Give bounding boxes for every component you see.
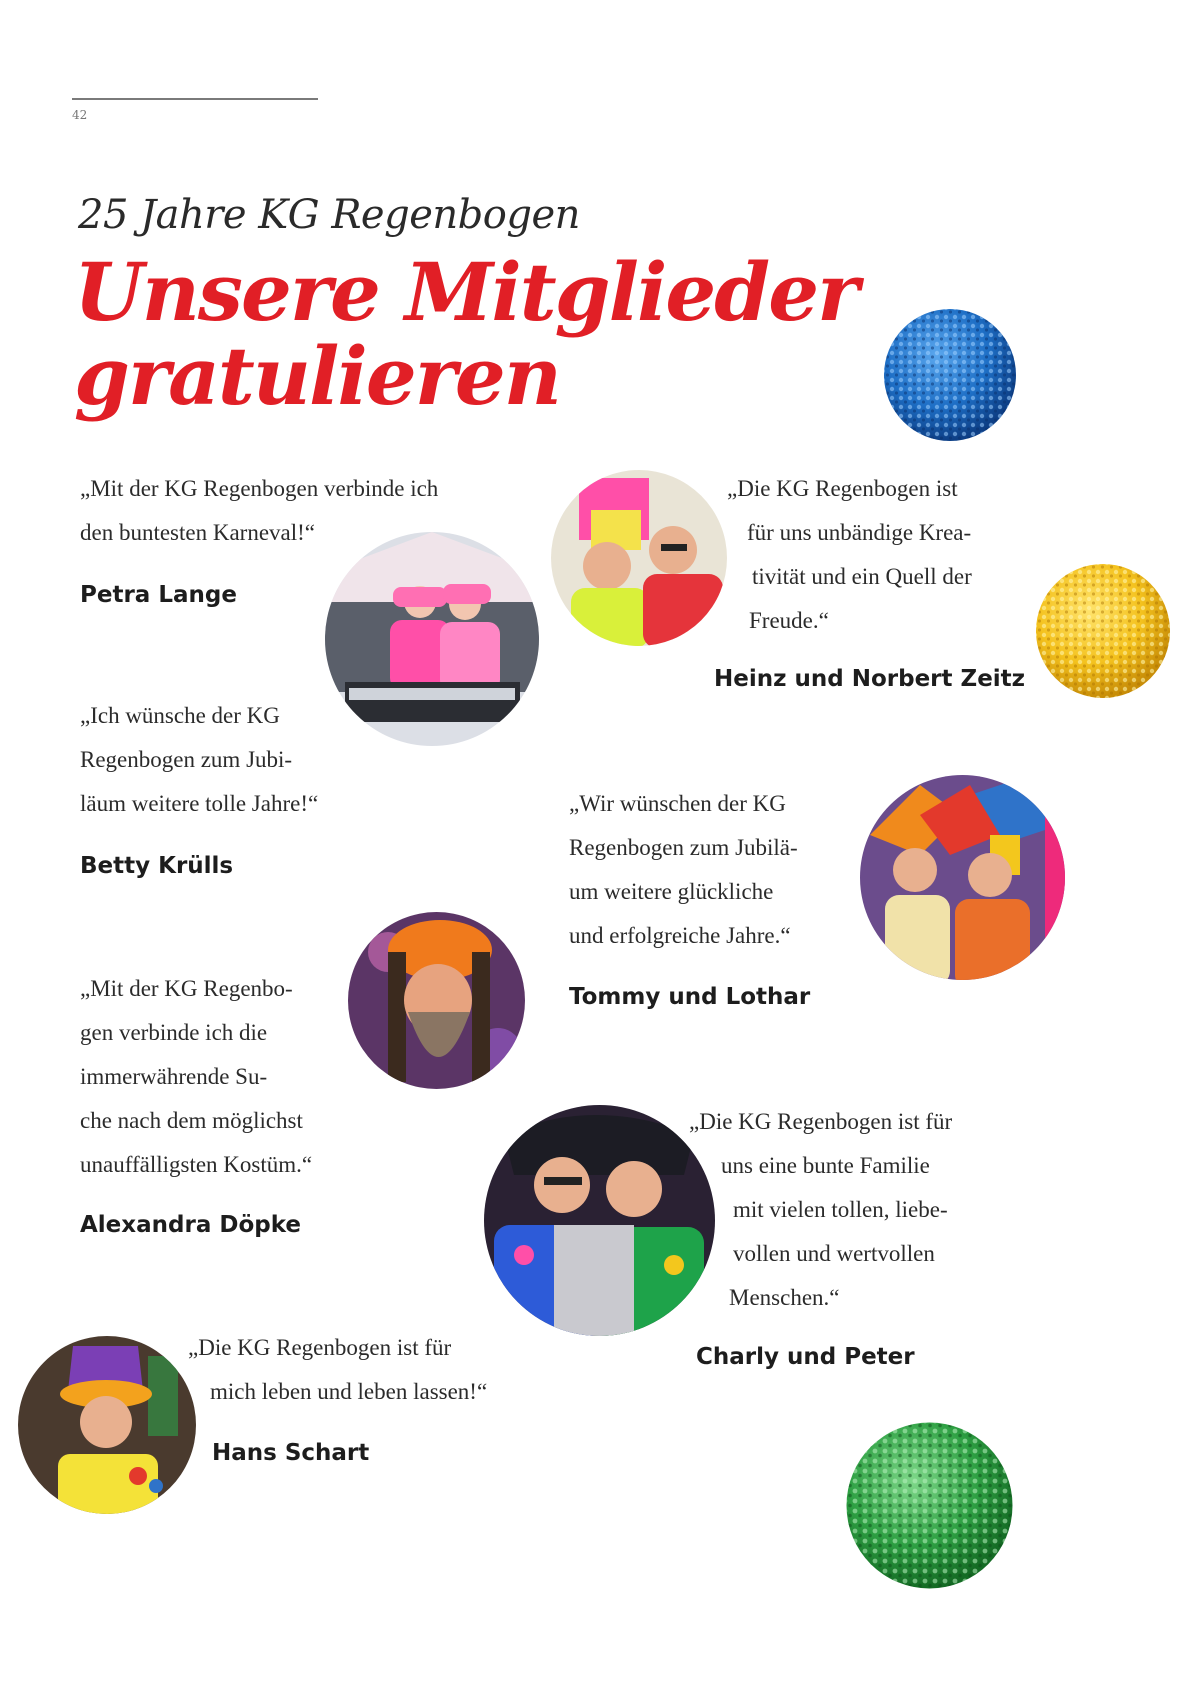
quote-line: „Wir wünschen der KG	[569, 791, 786, 816]
name-alexandra-doepke: Alexandra Döpke	[80, 1212, 301, 1238]
quote-hans-schart	[188, 1326, 487, 1414]
quote-line: „Mit der KG Regenbo-	[80, 976, 293, 1001]
photo-charly-und-peter	[484, 1105, 715, 1336]
name-tommy-und-lothar: Tommy und Lothar	[569, 984, 811, 1010]
quote-line: „Mit der KG Regenbogen verbinde ich	[80, 476, 439, 501]
quote-alexandra-doepke	[80, 967, 312, 1187]
quote-line: mit vielen tollen, liebe-	[733, 1197, 948, 1222]
name-betty-kruells: Betty Krülls	[80, 853, 234, 879]
quote-line: um weitere glückliche	[569, 879, 774, 904]
name-charly-und-peter: Charly und Peter	[696, 1344, 915, 1370]
name-heinz-und-norbert-zeitz: Heinz und Norbert Zeitz	[714, 666, 1026, 692]
quote-petra-lange	[80, 467, 438, 555]
page-title-line-1: Unsere Mitglieder	[74, 245, 858, 339]
quote-charly-und-peter	[689, 1100, 952, 1320]
quote-line: „Die KG Regenbogen ist	[727, 476, 958, 501]
quote-line: läum weitere tolle Jahre!“	[80, 791, 319, 816]
quote-line: che nach dem möglichst	[80, 1108, 303, 1133]
quote-line: tivität und ein Quell der	[752, 564, 972, 589]
quote-line: für uns unbändige Krea-	[747, 520, 972, 545]
quote-line: Menschen.“	[729, 1285, 840, 1310]
photo-tommy-und-lothar	[860, 775, 1065, 980]
quote-line: und erfolgreiche Jahre.“	[569, 923, 791, 948]
page-title	[74, 245, 858, 423]
header-rule	[72, 98, 318, 100]
quote-line: vollen und wertvollen	[733, 1241, 935, 1266]
photo-hans-schart	[18, 1336, 196, 1514]
green-pompom	[842, 1418, 1017, 1593]
quote-line: uns eine bunte Familie	[721, 1153, 930, 1178]
photo-petra-lange	[325, 532, 539, 746]
quote-line: mich leben und leben lassen!“	[210, 1379, 488, 1404]
quote-line: Regenbogen zum Jubilä-	[569, 835, 798, 860]
photo-alexandra-doepke	[348, 912, 525, 1089]
quote-tommy-und-lothar	[569, 782, 798, 958]
page-number: 42	[72, 108, 88, 122]
kicker: 25 Jahre KG Regenbogen	[78, 192, 580, 238]
quote-line: „Ich wünsche der KG	[80, 703, 280, 728]
blue-pompom	[880, 305, 1020, 445]
name-hans-schart: Hans Schart	[212, 1440, 370, 1466]
quote-line: gen verbinde ich die	[80, 1020, 268, 1045]
yellow-pompom	[1032, 560, 1174, 702]
quote-line: Freude.“	[749, 608, 829, 633]
quote-line: Regenbogen zum Jubi-	[80, 747, 293, 772]
quote-line: „Die KG Regenbogen ist für	[188, 1335, 452, 1360]
quote-line: immerwährende Su-	[80, 1064, 268, 1089]
quote-betty-kruells	[80, 694, 318, 826]
quote-line: „Die KG Regenbogen ist für	[689, 1109, 953, 1134]
photo-heinz-und-norbert-zeitz	[551, 470, 727, 646]
quote-heinz-und-norbert-zeitz	[727, 467, 972, 643]
page-title-line-2: gratulieren	[74, 329, 560, 423]
quote-line: unauffälligsten Kostüm.“	[80, 1152, 313, 1177]
name-petra-lange: Petra Lange	[80, 582, 237, 608]
quote-line: den buntesten Karneval!“	[80, 520, 316, 545]
